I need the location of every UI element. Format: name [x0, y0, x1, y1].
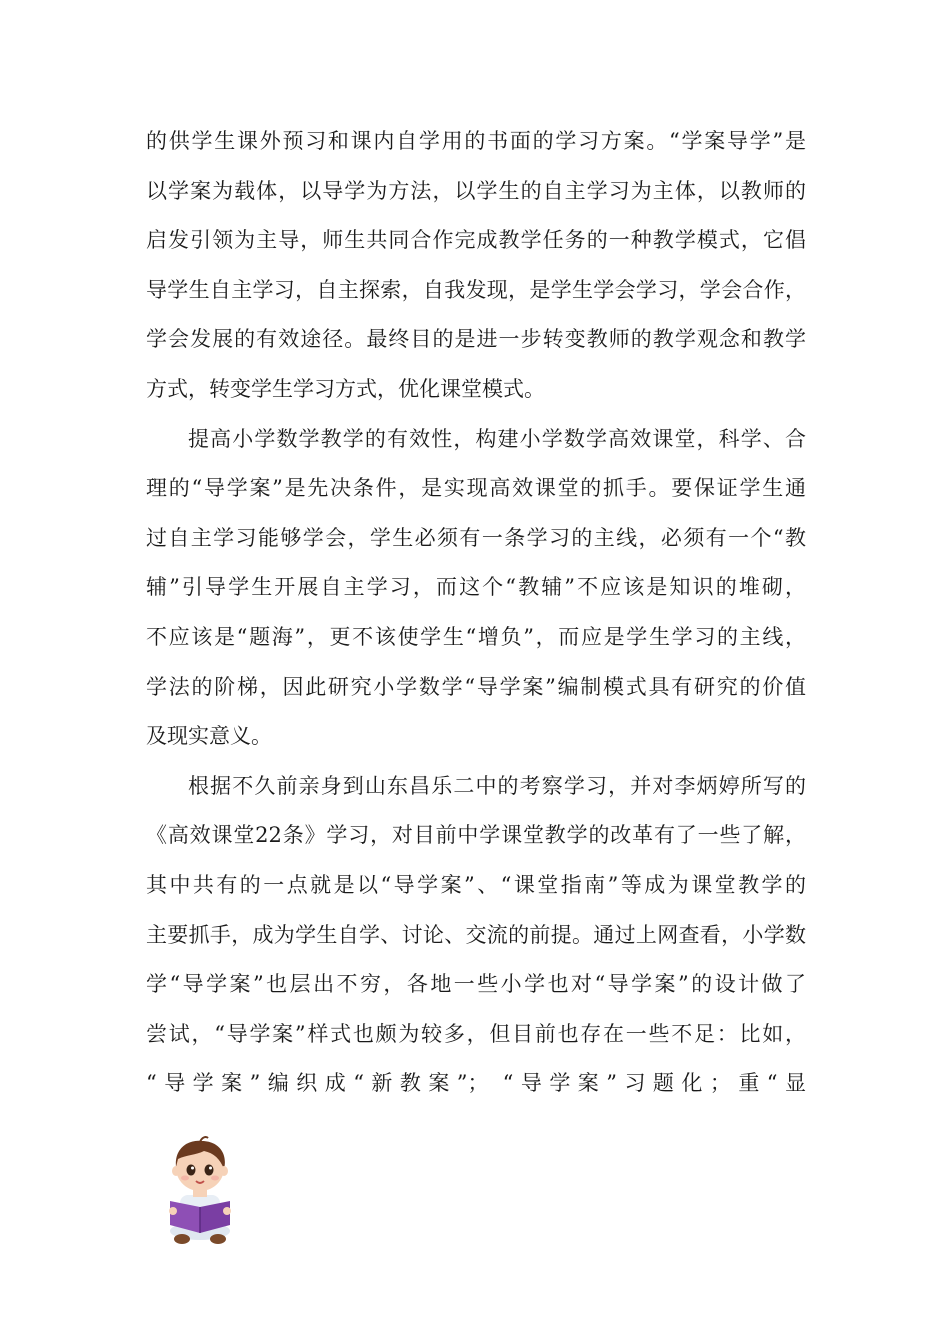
text-line: 提高小学数学教学的有效性，构建小学数学高效课堂，科学、合: [188, 426, 806, 451]
text-line: 主要抓手，成为学生自学、讨论、交流的前提。通过上网查看，小学数: [146, 922, 806, 947]
document-body: [146, 117, 806, 1109]
text-line: 学会发展的有效途径。最终目的是进一步转变教师的教学观念和教学: [146, 327, 806, 352]
text-line: 学“导学案”也层出不穷，各地一些小学也对“导学案”的设计做了: [146, 972, 806, 997]
text-line: 不应该是“题海”，更不该使学生“增负”，而应是学生学习的主线，: [146, 624, 806, 649]
text-line: 的供学生课外预习和课内自学用的书面的学习方案。“学案导学”是: [146, 129, 806, 153]
text-line: 《高效课堂22条》学习，对目前中学课堂教学的改革有了一些了解，: [146, 823, 806, 848]
child-reading-illustration: [160, 1135, 240, 1250]
text-line: 尝试，“导学案”样式也颇为较多，但目前也存在一些不足：比如，: [146, 1021, 806, 1046]
text-line: 以学案为载体，以导学为方法，以学生的自主学习为主体，以教师的: [146, 178, 806, 203]
text-line: 其中共有的一点就是以“导学案”、“课堂指南”等成为课堂教学的: [146, 872, 806, 897]
text-line: 导学生自主学习，自主探索，自我发现，是学生学会学习，学会合作，: [146, 277, 806, 302]
text-line: 理的“导学案”是先决条件，是实现高效课堂的抓手。要保证学生通: [146, 476, 806, 501]
text-line: 及现实意义。: [146, 724, 272, 749]
text-line: 方式，转变学生学习方式，优化课堂模式。: [146, 376, 545, 401]
text-line: “导学案”编织成“新教案”； “导学案”习题化；重“显: [146, 1071, 806, 1096]
text-line: 学法的阶梯，因此研究小学数学“导学案”编制模式具有研究的价值: [146, 674, 806, 699]
child-reading-icon: [160, 1135, 240, 1250]
text-line: 辅”引导学生开展自主学习，而这个“教辅”不应该是知识的堆砌，: [146, 575, 806, 600]
text-line: 启发引领为主导，师生共同合作完成教学任务的一种教学模式，它倡: [146, 228, 806, 253]
text-line: 过自主学习能够学会，学生必须有一条学习的主线，必须有一个“教: [146, 525, 806, 550]
text-line: 根据不久前亲身到山东昌乐二中的考察学习，并对李炳婷所写的: [188, 773, 806, 798]
